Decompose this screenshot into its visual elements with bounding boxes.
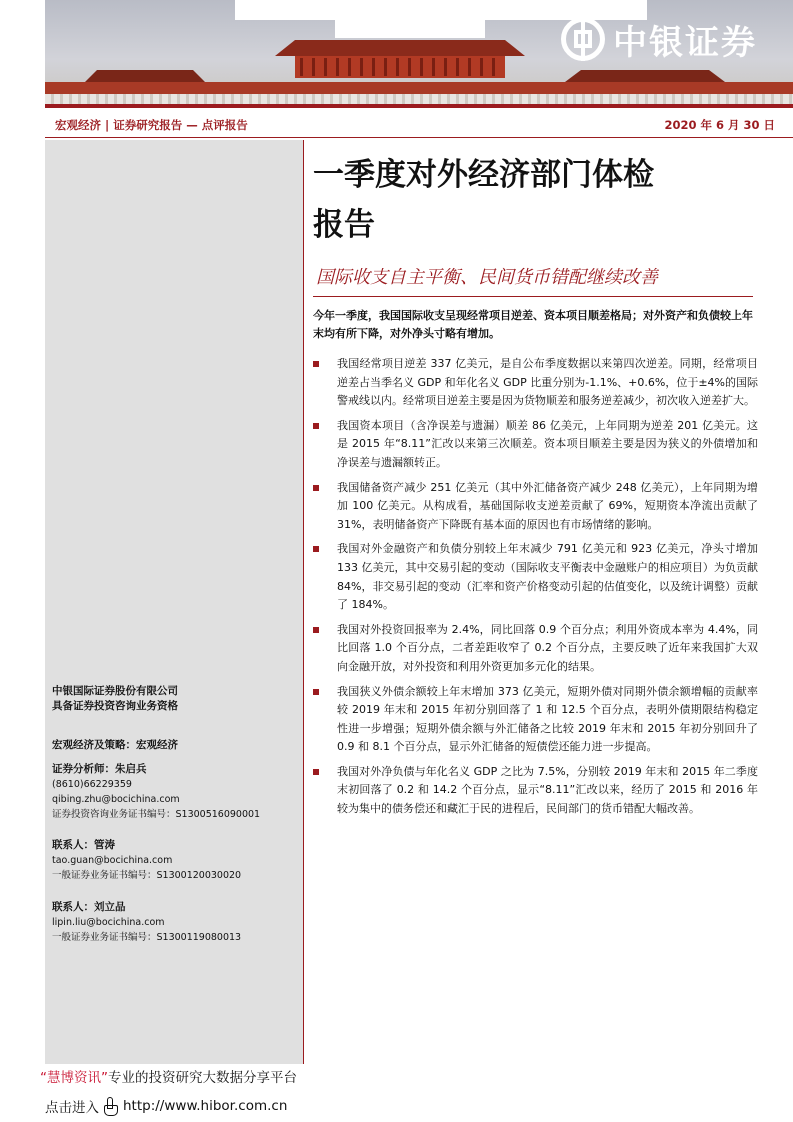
report-title xyxy=(313,150,763,250)
analyst-cert: 证券投资咨询业务证书编号：S1300516090001 xyxy=(52,809,261,820)
palace-roof-left xyxy=(85,70,205,82)
banner-blank-area-2 xyxy=(335,20,485,38)
watermark-tagline xyxy=(40,1066,297,1086)
report-title-line2: 报告 xyxy=(313,207,375,243)
sidebar xyxy=(45,140,303,1064)
contact1-email[interactable]: tao.guan@bocichina.com xyxy=(52,855,173,866)
report-subtitle: 国际收支自主平衡、民间货币错配继续改善 xyxy=(316,267,658,288)
report-title-line1: 一季度对外经济部门体检 xyxy=(313,157,654,193)
bullet-text: 我国资本项目（含净误差与遗漏）顺差 86 亿美元，上年同期为逆差 201 亿美元。这是 2015 年“8.11”汇改以来第三次顺差。资本项目顺差主要是因为狭义的外债增加和净误差与遗漏额转正。 xyxy=(337,418,758,469)
analyst-name: 朱启兵 xyxy=(115,763,147,775)
bullet-text: 我国对外金融资产和负债分别较上年末减少 791 亿美元和 923 亿美元，净头寸增加 133 亿美元，其中交易引起的变动（国际收支平衡表中金融账户的相应项目）为负贡献 84%，非交易引起的变动（汇率和资产价格变动引起的估值变化，以及统计调整）贡献了 184%。 xyxy=(337,542,758,612)
list-item xyxy=(313,355,758,411)
company-logo xyxy=(561,14,757,64)
bullet-square-icon xyxy=(313,627,319,633)
bullet-list xyxy=(313,355,758,825)
palace-walls xyxy=(45,82,793,94)
logo-text: 中银证券 xyxy=(613,22,757,63)
list-item xyxy=(313,479,758,535)
list-item xyxy=(313,417,758,473)
list-item xyxy=(313,540,758,614)
column-divider xyxy=(303,140,304,1064)
bullet-square-icon xyxy=(313,485,319,491)
company-qualification: 具备证券投资咨询业务资格 xyxy=(52,700,178,712)
bullet-text: 我国对外净负债与年化名义 GDP 之比为 7.5%，分别较 2019 年末和 2015 年二季度末初回落了 0.2 和 14.2 个百分点，显示“8.11”汇改以来，经历了 2015 和 2016 年较为集中的债务偿还和藏汇于民的进程后，民间部门的货币错配大幅改善。 xyxy=(337,764,758,816)
analyst-phone: (8610)66229359 xyxy=(52,779,132,790)
pointer-hand-icon xyxy=(103,1097,119,1115)
watermark-text: 专业的投资研究大数据分享平台 xyxy=(108,1070,297,1086)
analyst-info xyxy=(52,762,260,822)
subtitle-rule xyxy=(313,296,753,297)
palace-roof xyxy=(275,40,525,56)
bullet-square-icon xyxy=(313,689,319,695)
contact2-email[interactable]: lipin.liu@bocichina.com xyxy=(52,917,165,928)
bullet-text: 我国对外投资回报率为 2.4%，同比回落 0.9 个百分点；利用外资成本率为 4.4%，同比回落 1.0 个百分点，二者差距收窄了 0.2 个百分点，主要反映了近年来我国扩大双向金融开放，对外投资和利用外资更加多元化的结果。 xyxy=(337,622,758,673)
analyst-role: 证券分析师： xyxy=(52,763,115,775)
list-item xyxy=(313,683,758,757)
palace-columns xyxy=(300,58,500,76)
contact1-cert: 一般证券业务证书编号：S1300120030020 xyxy=(52,870,242,881)
report-date: 2020 年 6 月 30 日 xyxy=(664,118,775,132)
contact2-name: 刘立品 xyxy=(94,901,126,913)
contact2-info xyxy=(52,900,241,945)
list-item xyxy=(313,621,758,677)
sector-label: 宏观经济及策略：宏观经济 xyxy=(52,739,178,751)
header-banner xyxy=(45,0,793,108)
report-header-bar xyxy=(45,113,793,138)
bullet-square-icon xyxy=(313,423,319,429)
open-quote: “ xyxy=(40,1070,47,1086)
bullet-text: 我国经常项目逆差 337 亿美元，是自公布季度数据以来第四次逆差。同期，经常项目逆差占当季名义 GDP 和年化名义 GDP 比重分别为-1.1%、+0.6%，位于±4%的国际警戒线以内。经常项目逆差主要是因为货物顺差和服务逆差减少，初次收入逆差扩大。 xyxy=(337,357,758,408)
list-item xyxy=(313,763,758,819)
bullet-square-icon xyxy=(313,769,319,775)
report-category: 宏观经济 | 证券研究报告 — 点评报告 xyxy=(55,118,248,132)
watermark-link-row xyxy=(45,1096,287,1116)
link-prefix: 点击进入 xyxy=(45,1100,99,1116)
boc-logo-icon xyxy=(561,17,605,61)
analyst-email[interactable]: qibing.zhu@bocichina.com xyxy=(52,794,180,805)
company-info xyxy=(52,684,178,714)
watermark-brand: 慧博资讯 xyxy=(47,1070,101,1086)
contact1-name: 管涛 xyxy=(94,839,115,851)
close-quote: ” xyxy=(101,1070,108,1086)
contact1-role: 联系人： xyxy=(52,839,94,851)
contact1-info xyxy=(52,838,241,883)
bullet-text: 我国狭义外债余额较上年末增加 373 亿美元，短期外债对同期外债余额增幅的贡献率较 2019 年末和 2015 年初分别回落了 1 和 12.5 个百分点，表明外债期限结构稳定性进一步增强；短期外债余额与外汇储备之比较 2019 年末和 2015 年初分别回升了 0.9 和 8.1 个百分点，显示外汇储备的短债偿还能力进一步提高。 xyxy=(337,684,758,754)
palace-roof-right xyxy=(565,70,725,82)
bullet-text: 我国储备资产减少 251 亿美元（其中外汇储备资产减少 248 亿美元），上年同期为增加 100 亿美元。从构成看，基础国际收支逆差贡献了 69%，短期资本净流出贡献了 31%，表明储备资产下降既有基本面的原因也有市场情绪的影响。 xyxy=(337,480,758,531)
banner-bottom-rule xyxy=(45,104,793,108)
contact2-cert: 一般证券业务证书编号：S1300119080013 xyxy=(52,932,242,943)
bullet-square-icon xyxy=(313,546,319,552)
summary-paragraph: 今年一季度，我国国际收支呈现经常项目逆差、资本项目顺差格局；对外资产和负债较上年末均有所下降，对外净头寸略有增加。 xyxy=(313,309,753,340)
watermark-url-link[interactable]: http://www.hibor.com.cn xyxy=(123,1098,288,1114)
bullet-square-icon xyxy=(313,361,319,367)
company-name: 中银国际证券股份有限公司 xyxy=(52,685,178,697)
contact2-role: 联系人： xyxy=(52,901,94,913)
